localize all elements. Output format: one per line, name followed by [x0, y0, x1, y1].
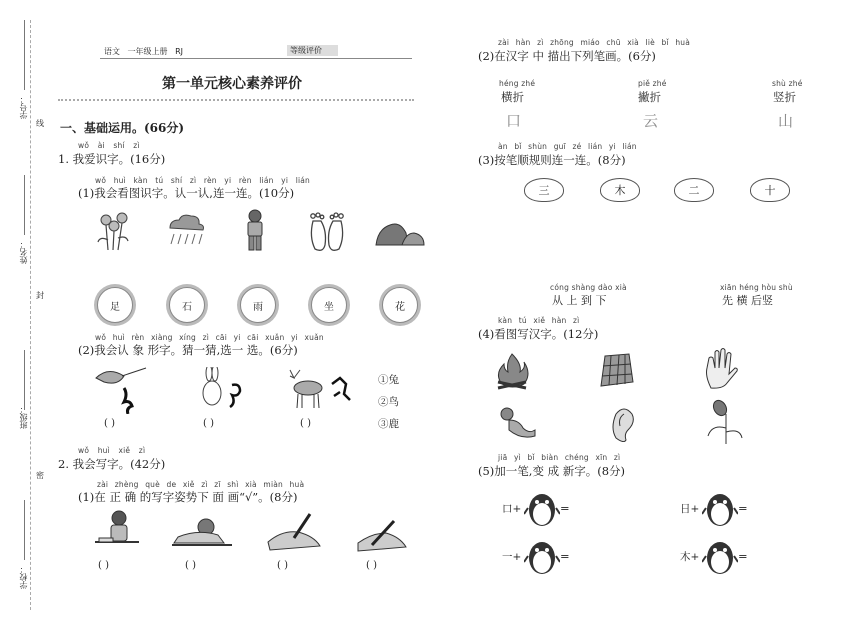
q1-sub1-text: (1)我会看图识字。认一认,连一连。(10分) — [78, 186, 295, 200]
q1-pinyin: wǒ ài shí zì — [78, 141, 140, 150]
margin-label-class: 班级： — [19, 405, 28, 429]
rocks-picture — [374, 219, 426, 249]
sitting-person-picture — [243, 209, 267, 253]
option-bird: ②鸟 — [378, 396, 399, 408]
add-stroke-eq: = — [560, 501, 570, 515]
margin-line — [24, 350, 25, 410]
flower-char[interactable]: 石 — [169, 287, 205, 323]
fan-char[interactable]: 二 — [674, 178, 714, 202]
q2-label: 2. 我会写字。(42分) — [58, 457, 166, 471]
margin-line — [24, 20, 25, 90]
stroke-char[interactable]: 山 — [778, 112, 794, 130]
r-sub4-pinyin: kàn tú xiě hàn zì — [498, 316, 580, 325]
rice-plant-picture — [706, 398, 746, 444]
insect-picture — [497, 404, 537, 440]
r-sub2-text: (2)在汉字 中 描出下列笔画。(6分) — [478, 49, 656, 63]
add-stroke-eq: = — [738, 549, 748, 563]
rule-pinyin: xiān héng hòu shù — [720, 283, 793, 292]
rule-horizontal-first[interactable]: 先 横 后竖 — [722, 294, 773, 307]
subject-label: 语文 一年级上册 RJ — [104, 47, 184, 56]
option-rabbit: ①兔 — [378, 374, 399, 386]
r-sub3-text: (3)按笔顺规则连一连。(8分) — [478, 153, 626, 167]
rain-cloud-picture — [164, 212, 208, 248]
posture-picture-3 — [264, 512, 324, 554]
header-rule — [100, 58, 412, 59]
fan-char[interactable]: 十 — [750, 178, 790, 202]
add-stroke-eq: = — [560, 549, 570, 563]
flower-char[interactable]: 花 — [382, 287, 418, 323]
section-heading: 一、基础运用。(66分) — [60, 121, 185, 135]
fan-char[interactable]: 木 — [600, 178, 640, 202]
flower-char[interactable]: 足 — [97, 287, 133, 323]
add-stroke-left: 日+ — [680, 503, 700, 515]
margin-label-school: 学校： — [19, 565, 28, 589]
answer-blank[interactable]: ( ) — [300, 418, 311, 429]
rule-pinyin: cóng shàng dào xià — [550, 283, 627, 292]
margin-label-seal-line: 线 — [36, 119, 44, 128]
add-stroke-left: 木+ — [680, 551, 700, 563]
posture-picture-1 — [93, 510, 141, 552]
r-sub4-text: (4)看图写汉字。(12分) — [478, 327, 599, 341]
posture-blank[interactable]: ( ) — [98, 560, 109, 571]
fan-char[interactable]: 三 — [524, 178, 564, 202]
r-sub5-text: (5)加一笔,变 成 新字。(8分) — [478, 464, 626, 478]
feet-picture — [305, 211, 351, 253]
rabbit-picture — [198, 367, 248, 411]
posture-picture-4 — [354, 515, 410, 555]
bird-picture — [92, 364, 150, 414]
q1-label: 1. 我爱识字。(16分) — [58, 152, 166, 166]
flower-char[interactable]: 雨 — [240, 287, 276, 323]
stroke-char[interactable]: 口 — [506, 112, 522, 130]
penguin-blank[interactable] — [524, 538, 560, 576]
add-stroke-left: 口+ — [502, 503, 522, 515]
flower-char[interactable]: 坐 — [311, 287, 347, 323]
margin-line — [24, 500, 25, 560]
add-stroke-left: 一+ — [502, 551, 522, 563]
q2-pinyin: wǒ huì xiě zì — [78, 446, 146, 455]
penguin-blank[interactable] — [702, 490, 738, 528]
stroke-name: 竖折 — [773, 90, 796, 104]
stroke-name: 横折 — [501, 90, 524, 104]
margin-label-name: 姓名： — [19, 240, 28, 264]
page-title: 第一单元核心素养评价 — [162, 76, 302, 92]
ear-picture — [608, 404, 636, 442]
posture-picture-2 — [170, 513, 234, 551]
hand-picture — [703, 348, 739, 390]
stroke-pinyin: héng zhé — [499, 79, 536, 88]
grade-tag: 等级评价 — [287, 45, 338, 56]
q2-sub1-pinyin: zài zhèng què de xiě zì zī shì xià miàn huà — [97, 480, 305, 489]
rule-top-to-bottom[interactable]: 从 上 到 下 — [552, 294, 607, 307]
flowers-picture — [94, 210, 136, 252]
margin-dashed-line — [30, 20, 31, 610]
penguin-blank[interactable] — [702, 538, 738, 576]
q1-sub2-pinyin: wǒ huì rèn xiàng xíng zì cāi yi cāi xuǎn yi xuǎn — [95, 333, 324, 342]
q1-sub1-pinyin: wǒ huì kàn tú shí zì rèn yi rèn lián yi lián — [95, 176, 311, 185]
stroke-pinyin: piě zhé — [638, 79, 667, 88]
margin-line — [24, 175, 25, 235]
r-sub5-pinyin: jiā yì bǐ biàn chéng xīn zì — [498, 453, 621, 462]
option-deer: ③鹿 — [378, 418, 399, 430]
margin-label-seal: 封 — [36, 291, 44, 300]
penguin-blank[interactable] — [524, 490, 560, 528]
deer-picture — [284, 366, 354, 410]
stroke-name: 撇折 — [638, 90, 661, 104]
stroke-char[interactable]: 云 — [643, 112, 659, 130]
fire-picture — [494, 352, 530, 392]
margin-label-student-id: 学号： — [19, 95, 28, 119]
answer-blank[interactable]: ( ) — [203, 418, 214, 429]
field-picture — [597, 352, 635, 388]
posture-blank[interactable]: ( ) — [277, 560, 288, 571]
title-rule — [58, 99, 414, 101]
q1-sub2-text: (2)我会认 象 形字。猜一猜,选一 选。(6分) — [78, 343, 298, 357]
add-stroke-eq: = — [738, 501, 748, 515]
posture-blank[interactable]: ( ) — [185, 560, 196, 571]
r-sub3-pinyin: àn bǐ shùn guī zé lián yi lián — [498, 142, 637, 151]
stroke-pinyin: shù zhé — [772, 79, 803, 88]
posture-blank[interactable]: ( ) — [366, 560, 377, 571]
margin-label-secret: 密 — [36, 471, 44, 480]
r-sub2-pinyin: zài hàn zì zhōng miáo chū xià liè bǐ huà — [498, 38, 691, 47]
q2-sub1-text: (1)在 正 确 的写字姿势下 面 画“√”。(8分) — [78, 490, 298, 504]
answer-blank[interactable]: ( ) — [104, 418, 115, 429]
